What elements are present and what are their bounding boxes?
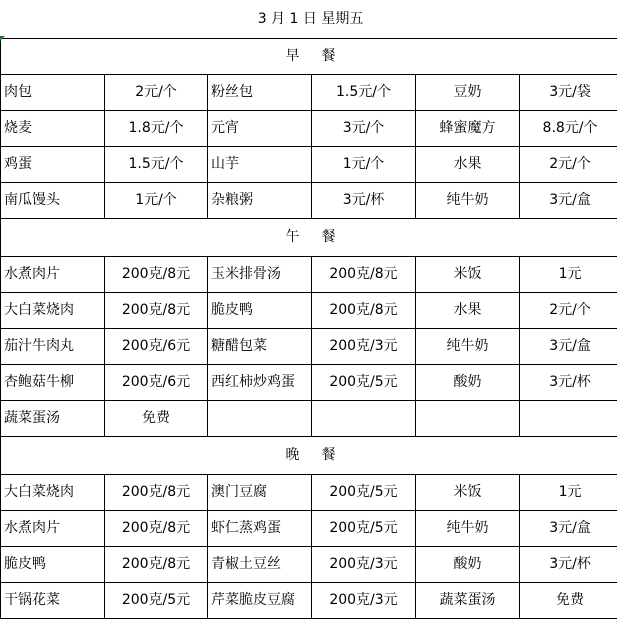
dish-name-cell[interactable]: 虾仁蒸鸡蛋 bbox=[208, 510, 312, 546]
extra-item-cell[interactable]: 蔬菜蛋汤 bbox=[416, 582, 520, 618]
price-cell[interactable]: 200克/3元 bbox=[312, 546, 416, 582]
price-cell[interactable]: 3元/盒 bbox=[520, 328, 617, 364]
section-heading-char: 餐 bbox=[322, 229, 336, 245]
price-cell[interactable]: 200克/5元 bbox=[312, 510, 416, 546]
menu-row bbox=[1, 110, 617, 146]
menu-row bbox=[1, 256, 617, 292]
extra-item-cell[interactable]: 米饭 bbox=[416, 256, 520, 292]
price-cell[interactable] bbox=[520, 400, 617, 436]
dish-name-cell[interactable]: 水煮肉片 bbox=[1, 510, 105, 546]
dish-name-cell[interactable]: 玉米排骨汤 bbox=[208, 256, 312, 292]
extra-item-cell[interactable]: 水果 bbox=[416, 292, 520, 328]
price-cell[interactable] bbox=[312, 400, 416, 436]
price-cell[interactable]: 1元/个 bbox=[105, 182, 208, 218]
price-cell[interactable]: 200克/8元 bbox=[312, 256, 416, 292]
menu-row bbox=[1, 546, 617, 582]
dish-name-cell[interactable]: 脆皮鸭 bbox=[208, 292, 312, 328]
price-cell[interactable]: 200克/8元 bbox=[105, 256, 208, 292]
dish-name-cell[interactable]: 肉包 bbox=[1, 74, 105, 110]
price-cell[interactable]: 200克/8元 bbox=[105, 474, 208, 510]
page-title[interactable]: 3 月 1 日 星期五 bbox=[1, 0, 617, 38]
menu-row bbox=[1, 364, 617, 400]
section-heading-char: 晚 bbox=[286, 447, 300, 463]
price-cell[interactable]: 免费 bbox=[105, 400, 208, 436]
section-heading-char: 餐 bbox=[322, 48, 336, 64]
extra-item-cell[interactable]: 酸奶 bbox=[416, 546, 520, 582]
price-cell[interactable]: 200克/6元 bbox=[105, 364, 208, 400]
section-heading-char: 早 bbox=[286, 48, 300, 64]
dish-name-cell[interactable]: 茄汁牛肉丸 bbox=[1, 328, 105, 364]
extra-item-cell[interactable]: 酸奶 bbox=[416, 364, 520, 400]
dish-name-cell[interactable]: 芹菜脆皮豆腐 bbox=[208, 582, 312, 618]
price-cell[interactable]: 1.5元/个 bbox=[312, 74, 416, 110]
price-cell[interactable]: 3元/盒 bbox=[520, 182, 617, 218]
extra-item-cell[interactable]: 水果 bbox=[416, 146, 520, 182]
dish-name-cell[interactable]: 西红柿炒鸡蛋 bbox=[208, 364, 312, 400]
dish-name-cell[interactable]: 大白菜烧肉 bbox=[1, 292, 105, 328]
price-cell[interactable]: 1.8元/个 bbox=[105, 110, 208, 146]
extra-item-cell[interactable]: 纯牛奶 bbox=[416, 182, 520, 218]
price-cell[interactable]: 3元/盒 bbox=[520, 510, 617, 546]
cell-corner-marker bbox=[0, 36, 5, 41]
price-cell[interactable]: 8.8元/个 bbox=[520, 110, 617, 146]
menu-row bbox=[1, 582, 617, 618]
dish-name-cell[interactable]: 鸡蛋 bbox=[1, 146, 105, 182]
dish-name-cell[interactable]: 杏鲍菇牛柳 bbox=[1, 364, 105, 400]
menu-row bbox=[1, 292, 617, 328]
price-cell[interactable]: 1元 bbox=[520, 474, 617, 510]
dish-name-cell[interactable] bbox=[208, 400, 312, 436]
price-cell[interactable]: 2元/个 bbox=[520, 146, 617, 182]
menu-row bbox=[1, 474, 617, 510]
menu-row bbox=[1, 400, 617, 436]
menu-row bbox=[1, 146, 617, 182]
price-cell[interactable]: 200克/5元 bbox=[105, 582, 208, 618]
price-cell[interactable]: 1元 bbox=[520, 256, 617, 292]
price-cell[interactable]: 3元/杯 bbox=[520, 546, 617, 582]
extra-item-cell[interactable] bbox=[416, 400, 520, 436]
dish-name-cell[interactable]: 山芋 bbox=[208, 146, 312, 182]
menu-row bbox=[1, 182, 617, 218]
dish-name-cell[interactable]: 水煮肉片 bbox=[1, 256, 105, 292]
extra-item-cell[interactable]: 纯牛奶 bbox=[416, 510, 520, 546]
dish-name-cell[interactable]: 粉丝包 bbox=[208, 74, 312, 110]
dish-name-cell[interactable]: 糖醋包菜 bbox=[208, 328, 312, 364]
price-cell[interactable]: 3元/袋 bbox=[520, 74, 617, 110]
price-cell[interactable]: 2元/个 bbox=[520, 292, 617, 328]
dish-name-cell[interactable]: 烧麦 bbox=[1, 110, 105, 146]
section-heading-lunch[interactable] bbox=[1, 218, 617, 256]
dish-name-cell[interactable]: 青椒土豆丝 bbox=[208, 546, 312, 582]
dish-name-cell[interactable]: 元宵 bbox=[208, 110, 312, 146]
price-cell[interactable]: 200克/6元 bbox=[105, 328, 208, 364]
price-cell[interactable]: 200克/5元 bbox=[312, 474, 416, 510]
section-heading-breakfast[interactable] bbox=[1, 38, 617, 74]
dish-name-cell[interactable]: 脆皮鸭 bbox=[1, 546, 105, 582]
price-cell[interactable]: 200克/8元 bbox=[105, 546, 208, 582]
dish-name-cell[interactable]: 南瓜馒头 bbox=[1, 182, 105, 218]
dish-name-cell[interactable]: 大白菜烧肉 bbox=[1, 474, 105, 510]
section-heading-char: 餐 bbox=[322, 447, 336, 463]
price-cell[interactable]: 200克/3元 bbox=[312, 328, 416, 364]
menu-row bbox=[1, 510, 617, 546]
dish-name-cell[interactable]: 蔬菜蛋汤 bbox=[1, 400, 105, 436]
price-cell[interactable]: 3元/杯 bbox=[520, 364, 617, 400]
dish-name-cell[interactable]: 干锅花菜 bbox=[1, 582, 105, 618]
section-heading-dinner[interactable] bbox=[1, 436, 617, 474]
price-cell[interactable]: 200克/3元 bbox=[312, 582, 416, 618]
price-cell[interactable]: 3元/杯 bbox=[312, 182, 416, 218]
price-cell[interactable]: 200克/8元 bbox=[105, 510, 208, 546]
extra-item-cell[interactable]: 豆奶 bbox=[416, 74, 520, 110]
price-cell[interactable]: 1元/个 bbox=[312, 146, 416, 182]
dish-name-cell[interactable]: 澳门豆腐 bbox=[208, 474, 312, 510]
section-heading-char: 午 bbox=[286, 229, 300, 245]
price-cell[interactable]: 1.5元/个 bbox=[105, 146, 208, 182]
dish-name-cell[interactable]: 杂粮粥 bbox=[208, 182, 312, 218]
price-cell[interactable]: 2元/个 bbox=[105, 74, 208, 110]
extra-item-cell[interactable]: 蜂蜜魔方 bbox=[416, 110, 520, 146]
price-cell[interactable]: 200克/8元 bbox=[105, 292, 208, 328]
menu-row bbox=[1, 328, 617, 364]
price-cell[interactable]: 3元/个 bbox=[312, 110, 416, 146]
price-cell[interactable]: 200克/5元 bbox=[312, 364, 416, 400]
menu-row bbox=[1, 74, 617, 110]
price-cell[interactable]: 免费 bbox=[520, 582, 617, 618]
extra-item-cell[interactable]: 纯牛奶 bbox=[416, 328, 520, 364]
extra-item-cell[interactable]: 米饭 bbox=[416, 474, 520, 510]
price-cell[interactable]: 200克/8元 bbox=[312, 292, 416, 328]
